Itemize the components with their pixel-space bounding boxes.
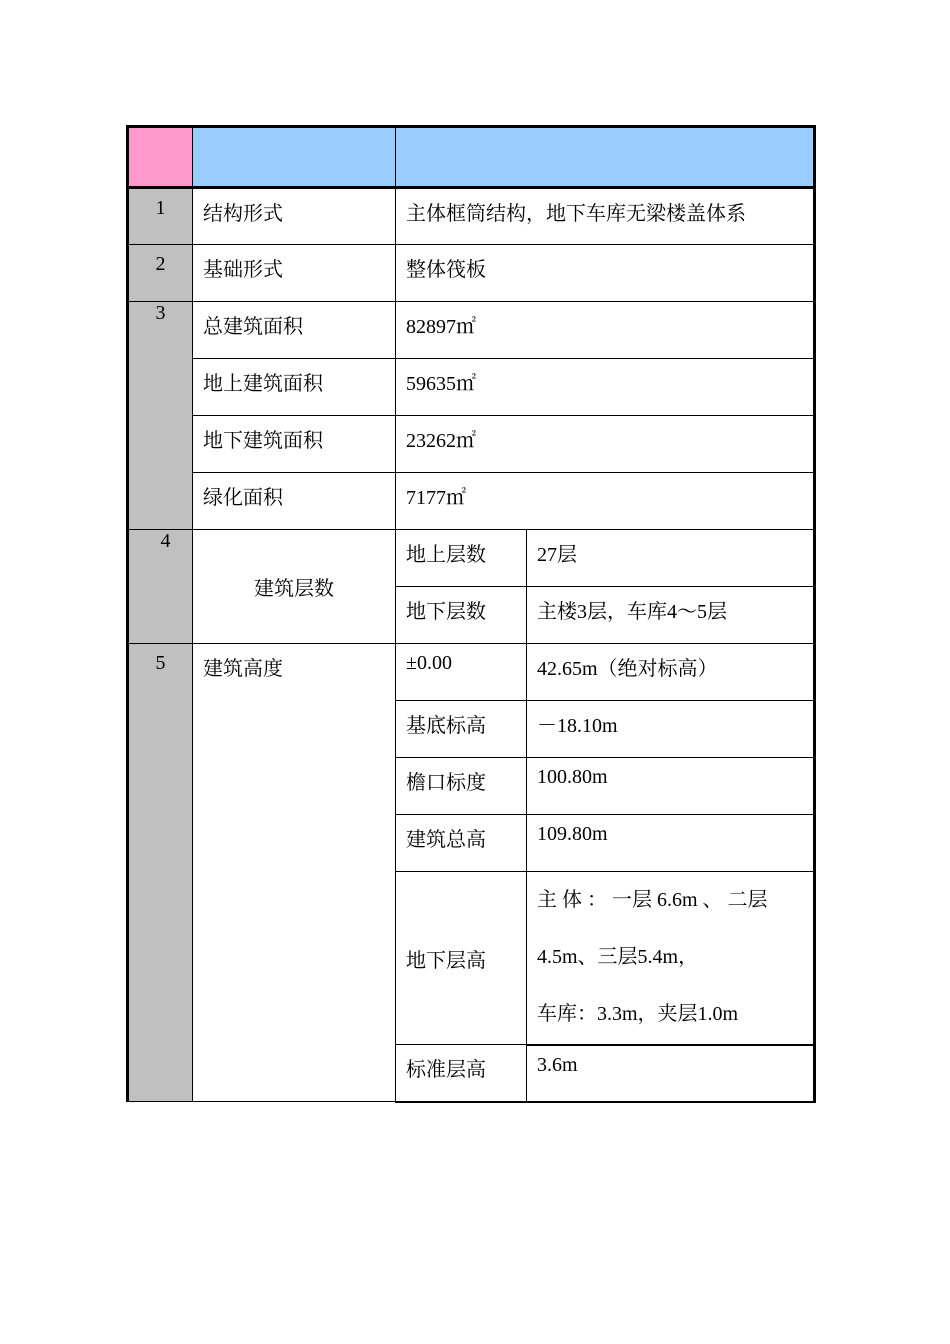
header-cell-content xyxy=(396,127,815,188)
table-row xyxy=(128,302,815,359)
table-row xyxy=(128,359,815,416)
row-label: 基础形式 xyxy=(193,245,396,302)
sub-label: 基底标高 xyxy=(396,701,527,758)
row-label: 总建筑面积 xyxy=(193,302,396,359)
row-label: 地下建筑面积 xyxy=(193,416,396,473)
table-row xyxy=(128,530,815,587)
sub-label: 地上层数 xyxy=(396,530,527,587)
row-value: 82897㎡ xyxy=(396,302,815,359)
header-row xyxy=(128,127,815,188)
row-value: 主体框筒结构，地下车库无梁楼盖体系 xyxy=(396,188,815,245)
value-line: 车库：3.3m，夹层1.0m xyxy=(537,1003,739,1025)
row-number: 1 xyxy=(128,188,193,245)
table-row xyxy=(128,416,815,473)
sub-value: 100.80m xyxy=(527,758,815,815)
row-number: 5 xyxy=(128,644,193,1102)
header-cell-item xyxy=(193,127,396,188)
sub-label: 标准层高 xyxy=(396,1045,527,1102)
sub-label: 建筑总高 xyxy=(396,815,527,872)
sub-label: 地下层数 xyxy=(396,587,527,644)
value-line: 4.5m、三层5.4m， xyxy=(537,946,699,968)
sub-value: 主楼3层，车库4～5层 xyxy=(527,587,815,644)
row-label: 地上建筑面积 xyxy=(193,359,396,416)
header-cell-number xyxy=(128,127,193,188)
row-label: 建筑层数 xyxy=(193,530,396,644)
row-number: 2 xyxy=(128,245,193,302)
sub-value: 109.80m xyxy=(527,815,815,872)
building-info-table xyxy=(126,125,816,1103)
table-row xyxy=(128,473,815,530)
sub-value: 42.65m（绝对标高） xyxy=(527,644,815,701)
sub-value: 27层 xyxy=(527,530,815,587)
sub-label: ±0.00 xyxy=(396,644,527,701)
table-row xyxy=(128,644,815,701)
row-value: 7177㎡ xyxy=(396,473,815,530)
row-value: 59635㎡ xyxy=(396,359,815,416)
sub-value: －18.10m xyxy=(527,701,815,758)
row-value: 23262㎡ xyxy=(396,416,815,473)
table-row xyxy=(128,188,815,245)
row-value: 整体筏板 xyxy=(396,245,815,302)
sub-label: 檐口标度 xyxy=(396,758,527,815)
row-label: 建筑高度 xyxy=(193,644,396,1102)
value-line: 主 体 ： 一层 6.6m 、 二层 xyxy=(537,889,768,911)
row-number: 4 xyxy=(128,530,193,644)
row-label: 结构形式 xyxy=(193,188,396,245)
sub-value-multiline xyxy=(527,872,815,1045)
table-row xyxy=(128,245,815,302)
row-label: 绿化面积 xyxy=(193,473,396,530)
sub-label: 地下层高 xyxy=(396,872,527,1045)
row-number: 3 xyxy=(128,302,193,530)
sub-value: 3.6m xyxy=(527,1045,815,1102)
